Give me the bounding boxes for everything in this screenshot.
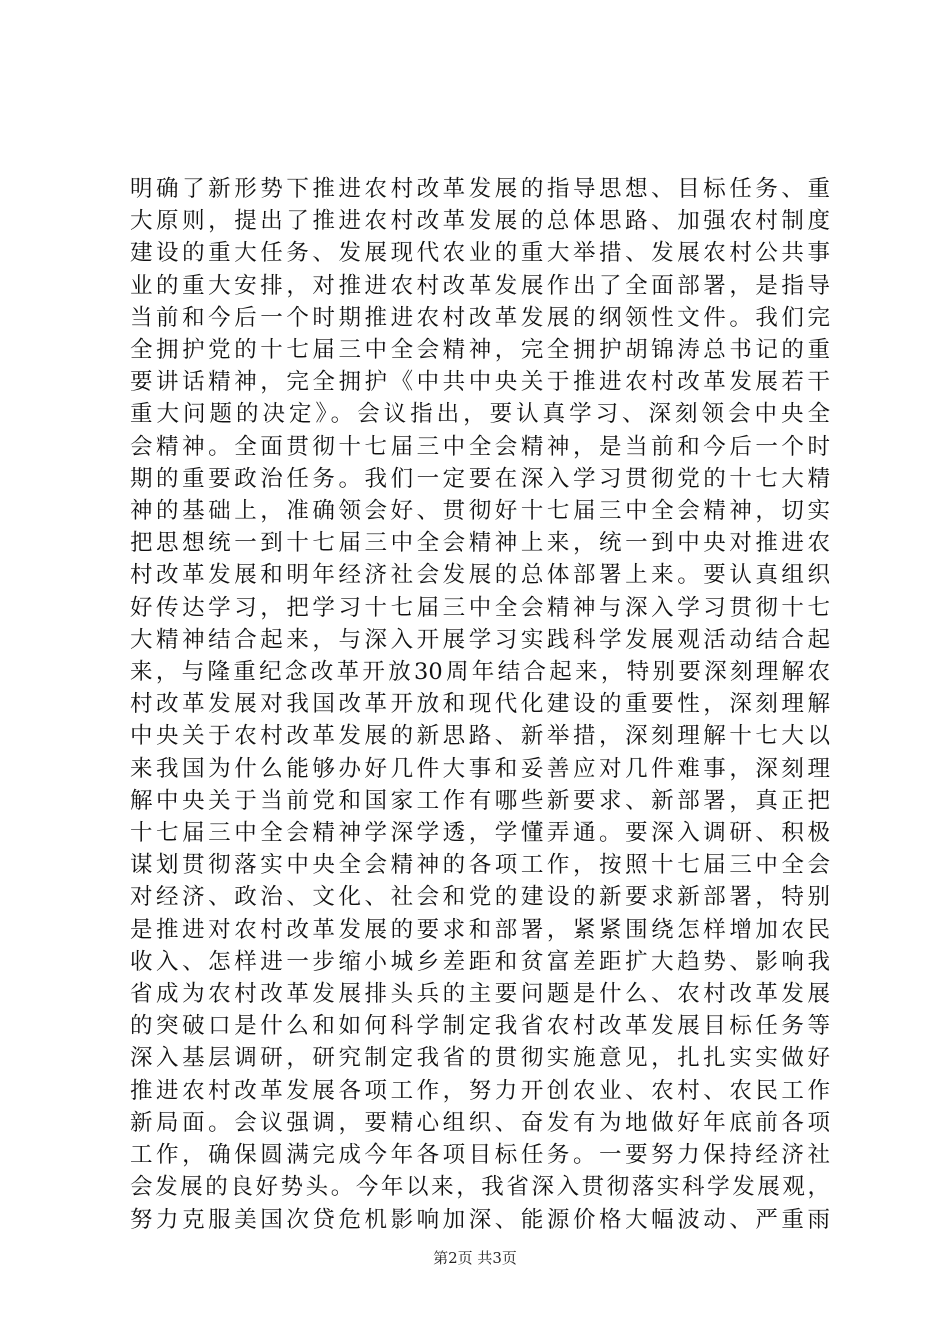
text-line: 明确了新形势下推进农村改革发展的指导思想、目标任务、重: [130, 176, 830, 202]
body-paragraph: [130, 173, 830, 1236]
text-line: 深入基层调研，研究制定我省的贯彻实施意见，扎扎实实做好: [130, 1045, 830, 1072]
text-line: 努力克服美国次贷危机影响加深、能源价格大幅波动、严重雨: [130, 1206, 830, 1233]
text-line: 新局面。会议强调，要精心组织、奋发有为地做好年底前各项: [130, 1109, 830, 1136]
text-line: 谋划贯彻落实中央全会精神的各项工作，按照十七届三中全会: [130, 852, 830, 879]
text-line: 大精神结合起来，与深入开展学习实践科学发展观活动结合起: [130, 626, 830, 653]
text-line: 大原则，提出了推进农村改革发展的总体思路、加强农村制度: [130, 208, 830, 235]
text-line: 会精神。全面贯彻十七届三中全会精神，是当前和今后一个时: [130, 433, 830, 460]
text-line: 村改革发展对我国改革开放和现代化建设的重要性，深刻理解: [130, 691, 830, 718]
text-line: 把思想统一到十七届三中全会精神上来，统一到中央对推进农: [130, 530, 830, 557]
text-line: 来，与隆重纪念改革开放30周年结合起来，特别要深刻理解农: [130, 659, 830, 686]
text-line: 神的基础上，准确领会好、贯彻好十七届三中全会精神，切实: [130, 498, 830, 525]
text-line: 当前和今后一个时期推进农村改革发展的纲领性文件。我们完: [130, 304, 830, 331]
text-line: 全拥护党的十七届三中全会精神，完全拥护胡锦涛总书记的重: [130, 337, 830, 364]
text-line: 来我国为什么能够办好几件大事和妥善应对几件难事，深刻理: [130, 755, 830, 782]
text-line: 是推进对农村改革发展的要求和部署，紧紧围绕怎样增加农民: [130, 916, 830, 943]
text-line: 十七届三中全会精神学深学透，学懂弄通。要深入调研、积极: [130, 820, 830, 847]
text-line: 业的重大安排，对推进农村改革发展作出了全面部署，是指导: [130, 272, 830, 299]
text-line: 期的重要政治任务。我们一定要在深入学习贯彻党的十七大精: [130, 465, 830, 492]
text-line: 的突破口是什么和如何科学制定我省农村改革发展目标任务等: [130, 1013, 830, 1040]
page-number-footer: 第2页 共3页: [433, 1249, 517, 1267]
text-line: 重大问题的决定》。会议指出，要认真学习、深刻领会中央全: [130, 401, 830, 428]
text-line: 村改革发展和明年经济社会发展的总体部署上来。要认真组织: [130, 562, 830, 589]
text-line: 解中央关于当前党和国家工作有哪些新要求、新部署，真正把: [130, 787, 830, 814]
text-line: 中央关于农村改革发展的新思路、新举措，深刻理解十七大以: [130, 723, 830, 750]
text-line: 对经济、政治、文化、社会和党的建设的新要求新部署，特别: [130, 884, 830, 911]
text-line: 工作，确保圆满完成今年各项目标任务。一要努力保持经济社: [130, 1142, 830, 1169]
text-line: 会发展的良好势头。今年以来，我省深入贯彻落实科学发展观，: [130, 1174, 830, 1201]
text-line: 建设的重大任务、发展现代农业的重大举措、发展农村公共事: [130, 240, 830, 267]
text-line: 省成为农村改革发展排头兵的主要问题是什么、农村改革发展: [130, 981, 830, 1008]
text-line: 推进农村改革发展各项工作，努力开创农业、农村、农民工作: [130, 1077, 830, 1104]
text-line: 要讲话精神，完全拥护《中共中央关于推进农村改革发展若干: [130, 369, 830, 396]
text-line: 好传达学习，把学习十七届三中全会精神与深入学习贯彻十七: [130, 594, 830, 621]
text-line: 收入、怎样进一步缩小城乡差距和贫富差距扩大趋势、影响我: [130, 948, 830, 975]
